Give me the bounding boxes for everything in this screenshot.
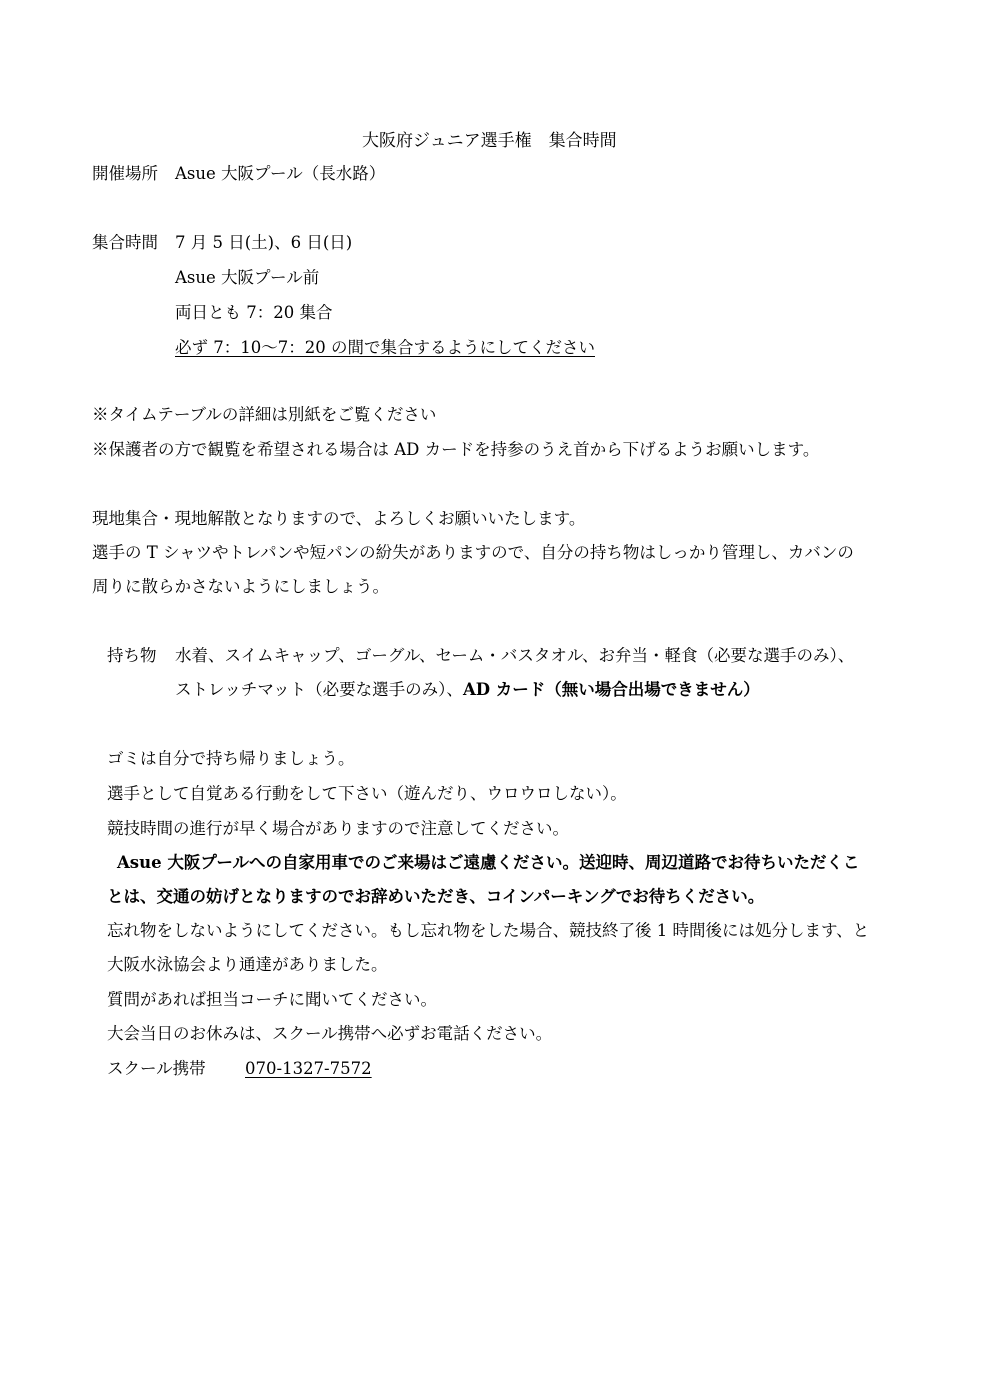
meeting-place: Asue 大阪プール前 — [175, 268, 320, 287]
meeting-time: 両日とも 7：20 集合 — [175, 303, 333, 322]
rule-line: ゴミは自分で持ち帰りましょう。 — [107, 749, 355, 768]
venue-value: Asue 大阪プール（長水路） — [175, 164, 386, 183]
rule-line: 大会当日のお休みは、スクール携帯へ必ずお電話ください。 — [107, 1024, 553, 1043]
rule-line: 忘れ物をしないようにしてください。もし忘れ物をした場合、競技終了後 1 時間後には処分します、と — [107, 921, 870, 940]
rule-line-bold: Asue 大阪プールへの自家用車でのご来場はご遠慮ください。送迎時、周辺道路でお待ちいただくこ — [117, 853, 860, 872]
belongings-mat: ストレッチマット（必要な選手のみ）、 — [175, 680, 463, 699]
belongings-label: 持ち物 — [107, 646, 157, 665]
rule-line: 質問があれば担当コーチに聞いてください。 — [107, 990, 437, 1009]
contact-phone: 070-1327-7572 — [245, 1059, 372, 1078]
contact-label: スクール携帯 — [107, 1059, 206, 1078]
note-timetable: ※タイムテーブルの詳細は別紙をご覧ください — [92, 405, 437, 424]
general-line: 選手の T シャツやトレパンや短パンの紛失がありますので、自分の持ち物はしっかり管理し、カバンの — [92, 543, 854, 562]
rule-line: 大阪水泳協会より通達がありました。 — [107, 955, 388, 974]
note-ad-card: ※保護者の方で観覧を希望される場合は AD カードを持参のうえ首から下げるようお願いします。 — [92, 440, 820, 459]
general-line: 周りに散らかさないようにしましょう。 — [92, 577, 389, 596]
document-title: 大阪府ジュニア選手権 集合時間 — [362, 131, 617, 151]
meeting-dates: 7 月 5 日(土)、6 日(日) — [175, 233, 353, 252]
meeting-window: 必ず 7：10～7：20 の間で集合するようにしてください — [175, 338, 595, 357]
belongings-line — [175, 680, 760, 700]
rule-line: 競技時間の進行が早く場合がありますので注意してください。 — [107, 819, 569, 838]
general-line: 現地集合・現地解散となりますので、よろしくお願いいたします。 — [92, 509, 586, 528]
belongings-line: 水着、スイムキャップ、ゴーグル、セーム・バスタオル、お弁当・軽食（必要な選手のみ）、 — [175, 646, 855, 665]
rule-line-bold: とは、交通の妨げとなりますのでお辞めいただき、コインパーキングでお待ちください。 — [107, 887, 765, 906]
belongings-ad-card: AD カード（無い場合出場できません） — [462, 680, 760, 699]
meeting-label: 集合時間 — [92, 233, 158, 252]
rule-line: 選手として自覚ある行動をして下さい（遊んだり、ウロウロしない）。 — [107, 784, 627, 803]
venue-label: 開催場所 — [92, 164, 158, 183]
